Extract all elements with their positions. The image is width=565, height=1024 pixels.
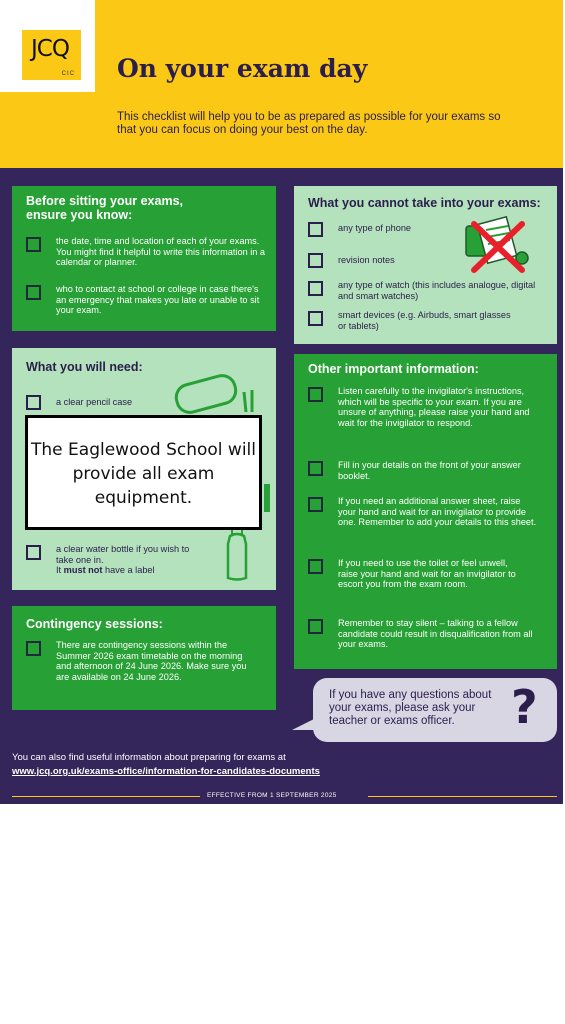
label-rule-prefix: It bbox=[56, 565, 62, 575]
checklist-item bbox=[26, 236, 271, 276]
page-title: On your exam day bbox=[117, 54, 368, 83]
checkbox[interactable] bbox=[26, 237, 41, 252]
item-text: If you need to use the toilet or feel unwell, raise your hand and wait for an invigilator to escort you from the exam room. bbox=[338, 558, 516, 589]
checkbox[interactable] bbox=[308, 387, 323, 402]
checklist-item bbox=[308, 386, 548, 448]
header-banner bbox=[0, 0, 563, 168]
checkbox[interactable] bbox=[308, 619, 323, 634]
other-info-panel bbox=[294, 354, 557, 669]
item-text: If you need an additional answer sheet, raise your hand and wait for an invigilator to provide one. Remember to add your details to this sheet. bbox=[338, 496, 537, 527]
intro-text: This checklist will help you to be as prepared as possible for your exams so that you can focus on doing your best on the day. bbox=[117, 111, 501, 136]
item-text: Listen carefully to the invigilator's instructions, which will be specific to your exam. If you are unsure of anything, please raise your hand and wait for the invigilator to respond. bbox=[338, 386, 530, 428]
other-info-title: Other important information: bbox=[308, 362, 479, 376]
question-mark-icon: ? bbox=[511, 680, 538, 734]
item-text: the date, time and location of each of your exams. You might find it helpful to write this information in a calendar or planner. bbox=[56, 236, 266, 267]
checklist-item bbox=[308, 558, 548, 608]
banned-items-icon bbox=[456, 216, 544, 276]
jcq-logo bbox=[0, 0, 95, 92]
item-text: any type of watch (this includes analogue, digital and smart watches) bbox=[338, 280, 536, 301]
candidate-info-link[interactable]: www.jcq.org.uk/exams-office/information-for-candidates-documents bbox=[12, 766, 320, 777]
checkbox[interactable] bbox=[308, 311, 323, 326]
ruler-icon bbox=[264, 484, 270, 512]
checkbox[interactable] bbox=[26, 285, 41, 300]
checklist-item bbox=[308, 496, 548, 546]
item-text: a clear pencil case bbox=[56, 397, 133, 407]
checklist-item bbox=[26, 284, 271, 324]
item-text: smart devices (e.g. Airbuds, smart glasses or tablets) bbox=[338, 310, 511, 331]
item-text: Remember to stay silent – talking to a fellow candidate could result in disqualification from all your exams. bbox=[338, 618, 533, 649]
checklist-item bbox=[26, 544, 206, 580]
checkbox[interactable] bbox=[308, 222, 323, 237]
questions-text: If you have any questions about your exams, please ask your teacher or exams officer. bbox=[329, 689, 492, 727]
water-bottle-text: a clear water bottle if you wish to take one in. bbox=[56, 544, 190, 565]
checkbox[interactable] bbox=[308, 281, 323, 296]
checklist-item bbox=[308, 221, 458, 239]
questions-bubble bbox=[313, 678, 557, 742]
contingency-panel bbox=[12, 606, 276, 710]
footer-rule-left bbox=[12, 796, 200, 797]
checkbox[interactable] bbox=[26, 395, 41, 410]
checklist-item bbox=[308, 252, 458, 270]
cannot-take-title: What you cannot take into your exams: bbox=[308, 196, 541, 210]
footer-text: You can also find useful information about preparing for exams at bbox=[12, 752, 286, 763]
checkbox[interactable] bbox=[308, 461, 323, 476]
checkbox[interactable] bbox=[26, 545, 41, 560]
contingency-title: Contingency sessions: bbox=[26, 617, 163, 631]
water-bottle-icon bbox=[224, 526, 250, 582]
before-exams-title: Before sitting your exams, ensure you know: bbox=[26, 194, 183, 222]
cannot-take-panel bbox=[294, 186, 557, 344]
item-text bbox=[56, 544, 206, 576]
logo-mark bbox=[22, 30, 81, 80]
label-rule-suffix: have a label bbox=[105, 565, 155, 575]
checklist-item bbox=[308, 280, 548, 304]
checklist-item bbox=[26, 640, 266, 704]
footer-rule-right bbox=[368, 796, 557, 797]
checklist-item bbox=[308, 618, 548, 658]
label-rule-emphasis: must not bbox=[63, 565, 103, 575]
item-text: Fill in your details on the front of your answer booklet. bbox=[338, 460, 521, 481]
pencil-case-icon bbox=[172, 372, 264, 414]
checklist-item bbox=[26, 394, 166, 412]
logo-text: JCQ bbox=[31, 36, 69, 62]
checklist-item bbox=[308, 310, 548, 334]
checklist-item bbox=[308, 460, 548, 484]
item-text: any type of phone bbox=[338, 223, 412, 233]
checkbox[interactable] bbox=[308, 559, 323, 574]
item-text: who to contact at school or college in case there's an emergency that makes you late or unable to sit your exam. bbox=[56, 284, 260, 315]
effective-date: EFFECTIVE FROM 1 SEPTEMBER 2025 bbox=[207, 792, 337, 799]
logo-cic: CIC bbox=[61, 71, 75, 77]
checkbox[interactable] bbox=[308, 497, 323, 512]
will-need-title: What you will need: bbox=[26, 360, 143, 374]
checkbox[interactable] bbox=[308, 253, 323, 268]
school-notice-box bbox=[25, 415, 262, 530]
before-exams-panel bbox=[12, 186, 276, 331]
item-text: There are contingency sessions within the Summer 2026 exam timetable on the morning and afternoon of 24 June 2026. Make sure you are available on 24 June 2026. bbox=[56, 640, 247, 682]
school-notice-text: The Eaglewood School will provide all exam equipment. bbox=[31, 440, 256, 508]
item-text: revision notes bbox=[338, 255, 395, 265]
checkbox[interactable] bbox=[26, 641, 41, 656]
